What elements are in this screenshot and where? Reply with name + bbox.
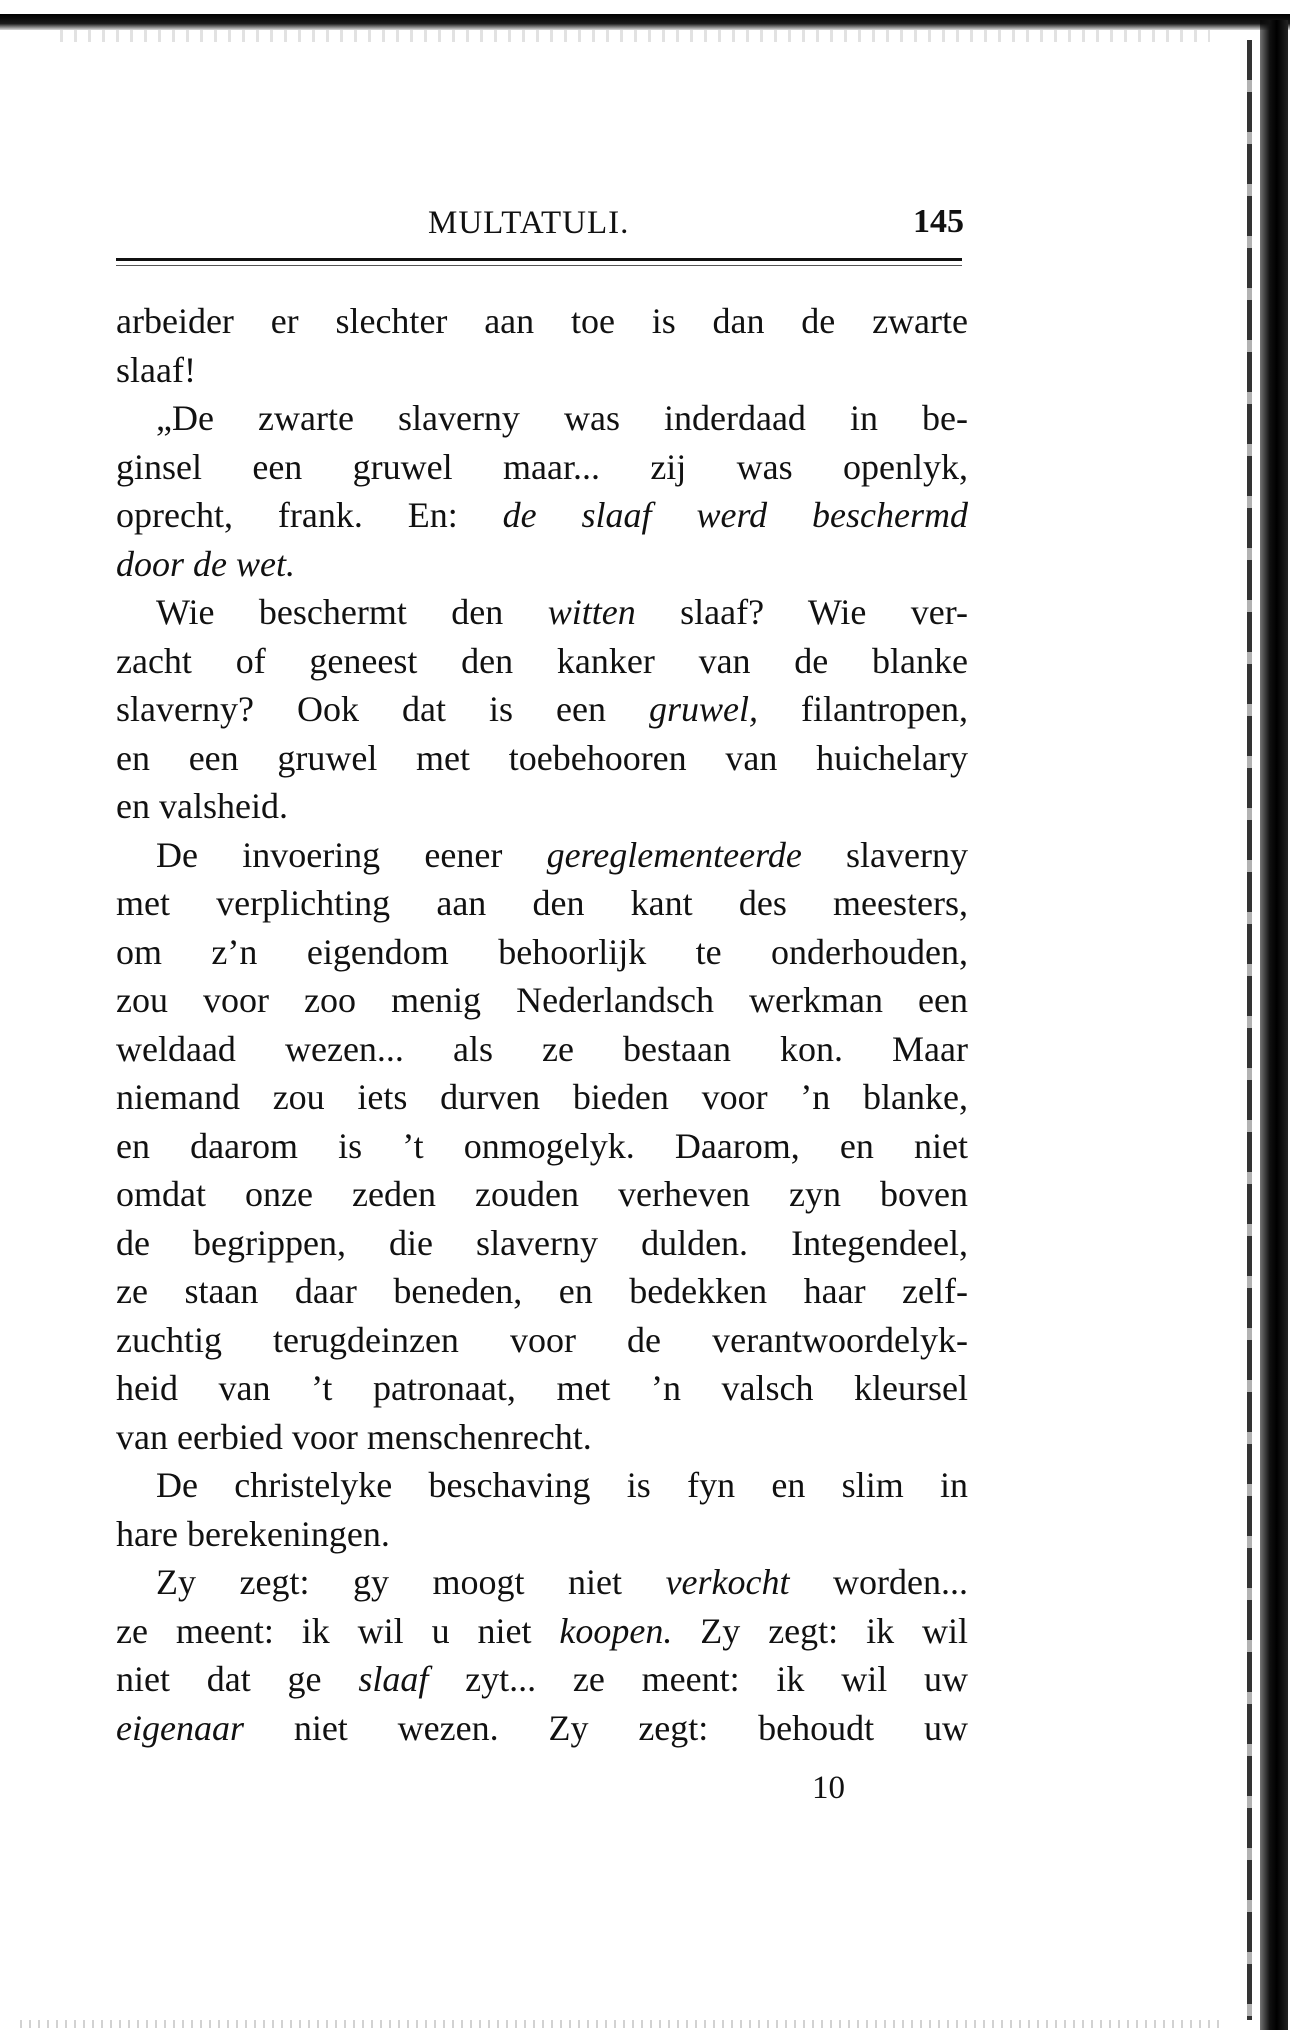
text-span: ze staan daar beneden, en bedekken haar zelf- [116,1271,968,1311]
text-span: heid van ’t patronaat, met ’n valsch kleursel [116,1368,968,1408]
scan-bottom-noise [20,2020,1220,2028]
book-spine-edge [1260,20,1288,2030]
text-span: zuchtig terugdeinzen voor de verantwoordelyk- [116,1319,968,1360]
text-span: ginsel een gruwel maar... zij was openlyk, [116,446,968,487]
italic-span: door de wet. [116,543,295,584]
text-line [116,540,968,589]
signature-mark: 10 [812,1770,845,1806]
text-line [116,443,968,492]
text-line [116,928,968,977]
italic-span: eigenaar [116,1707,244,1748]
page-number: 145 [913,203,964,240]
text-span: arbeider er slechter aan toe is dan de zwarte [116,301,968,341]
text-span: filantropen, [758,689,968,729]
text-line [116,1461,968,1510]
text-line [116,782,968,831]
text-line [116,1267,968,1316]
text-span: slaverny? Ook dat is een [116,689,649,729]
text-line [116,394,968,443]
text-span: omdat onze zeden zouden verheven zyn boven [116,1174,968,1214]
text-line [116,1219,968,1268]
text-span: de begrippen, die slaverny dulden. Integendeel, [116,1222,968,1263]
text-line [116,734,968,783]
header-rule [116,258,962,261]
text-line [116,1122,968,1171]
text-line [116,297,968,346]
text-span: en daarom is ’t onmogelyk. Daarom, en niet [116,1125,968,1166]
text-span: slaverny [801,834,968,875]
running-head: MULTATULI. [428,205,630,241]
text-span: niet dat ge [116,1659,359,1699]
text-line [116,637,968,686]
text-line [116,1073,968,1122]
text-line [116,346,968,395]
italic-span: gereglementeerde [546,834,802,875]
scan-noise [60,30,1210,42]
text-line [116,685,968,734]
scan-top-edge [0,14,1290,30]
text-span: De christelyke beschaving is fyn en slim in [156,1465,968,1505]
text-span: niet wezen. Zy zegt: behoudt uw [243,1707,968,1748]
text-line [116,879,968,928]
text-span: oprecht, frank. En: [116,495,503,535]
text-line [116,1413,968,1462]
italic-span: slaaf [358,1659,429,1699]
text-span: slaaf? Wie ver- [635,592,968,632]
text-span: De invoering eener [156,834,547,875]
text-line [116,491,968,540]
text-line [116,1025,968,1074]
italic-span: koopen. [559,1610,673,1651]
text-span: Zy zegt: gy moogt niet [156,1562,666,1602]
text-span: ze meent: ik wil u niet [116,1610,560,1651]
text-span: zacht of geneest den kanker van de blanke [116,640,968,681]
text-line [116,1510,968,1559]
text-line [116,588,968,637]
text-span: „De zwarte slaverny was inderdaad in be- [156,398,968,438]
italic-span: witten [547,592,636,632]
italic-span: gruwel, [649,689,759,729]
text-span: en valsheid. [116,786,288,826]
text-span: weldaad wezen... als ze bestaan kon. Maar [116,1028,968,1069]
text-span: en een gruwel met toebehooren van huichelary [116,737,968,778]
italic-span: de slaaf werd beschermd [502,495,968,535]
text-line [116,831,968,880]
text-span: om z’n eigendom behoorlijk te onderhouden, [116,931,968,972]
text-line [116,1655,968,1704]
text-span: niemand zou iets durven bieden voor ’n blanke, [116,1077,968,1117]
text-line [116,1364,968,1413]
text-line [116,1316,968,1365]
text-span: zyt... ze meent: ik wil uw [428,1659,968,1699]
body-text [116,297,968,1752]
text-line [116,1607,968,1656]
text-line [116,1704,968,1753]
text-span: hare berekeningen. [116,1513,390,1554]
text-span: slaaf! [116,349,196,390]
text-line [116,1170,968,1219]
text-span: Zy zegt: ik wil [672,1610,968,1651]
text-span: zou voor zoo menig Nederlandsch werkman een [116,980,968,1020]
text-span: van eerbied voor menschenrecht. [116,1416,592,1457]
italic-span: verkocht [665,1562,790,1602]
text-line [116,1558,968,1607]
header-rule-thin [116,265,962,266]
text-span: Wie beschermt den [156,592,548,632]
text-span: met verplichting aan den kant des meesters, [116,883,968,923]
text-span: worden... [789,1562,969,1602]
page-edge-shadow [1247,40,1252,2020]
text-line [116,976,968,1025]
